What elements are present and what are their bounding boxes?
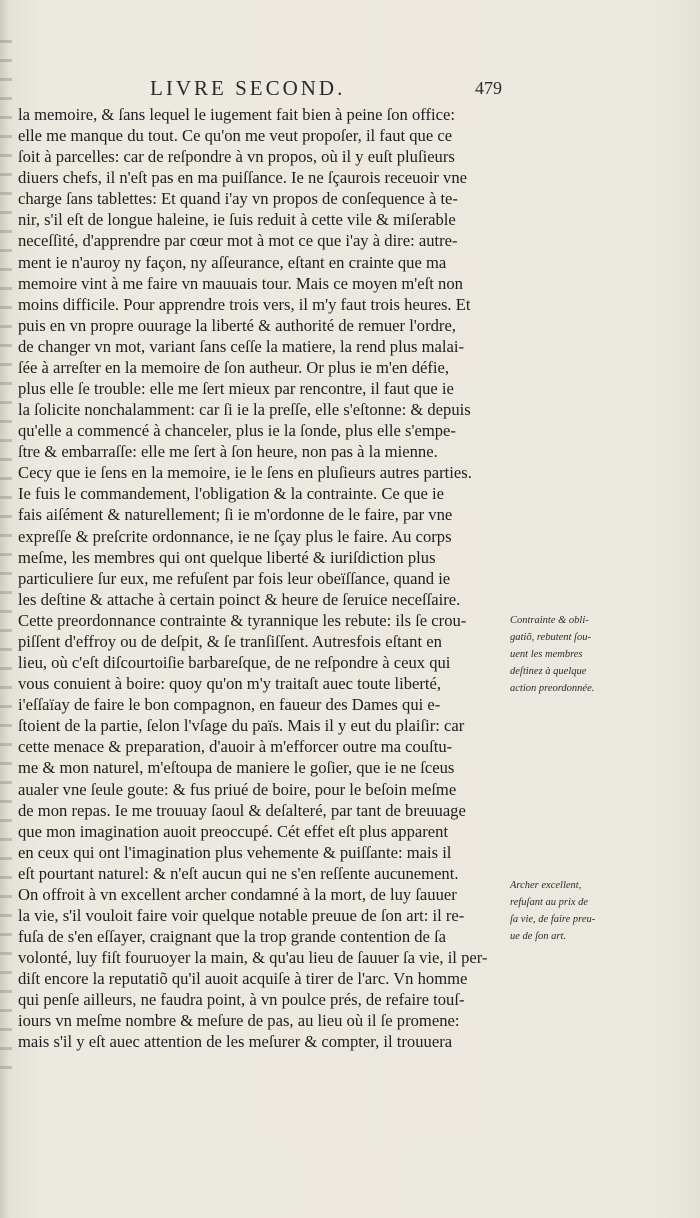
text-line: me & mon naturel, m'eſtoupa de maniere le goſier, que ie ne ſceus xyxy=(18,758,455,778)
text-line: qu'elle a commencé à chanceler, plus ie la ſonde, plus elle s'empe- xyxy=(18,421,456,441)
text-line: ſée à arreſter en la memoire de ſon autheur. Or plus ie m'en défie, xyxy=(18,357,450,377)
text-line: moins difficile. Pour apprendre trois vers, il m'y faut trois heures. Et xyxy=(18,294,471,314)
text-line: cette menace & preparation, d'auoir à m'efforcer outre ma couſtu- xyxy=(18,737,453,757)
text-line: charge ſans tablettes: Et quand i'ay vn propos de conſequence à te- xyxy=(18,189,458,209)
text-line: lieu, où c'eſt diſcourtoiſie barbareſque, de ne reſpondre à ceux qui xyxy=(18,653,451,673)
text-line: les deſtine & attache à certain poinct & heure de ſeruice neceſſaire. xyxy=(18,589,461,609)
text-line: expreſſe & preſcrite ordonnance, ie ne ſçay plus le faire. Au corps xyxy=(18,526,452,546)
text-line: qui penſe ailleurs, ne faudra point, à vn poulce prés, de refaire touſ- xyxy=(18,990,465,1010)
text-line: neceſſité, d'apprendre par cœur mot à mot ce que i'ay à dire: autre- xyxy=(18,231,458,251)
running-head: LIVRE SECOND. xyxy=(150,76,346,100)
text-line: Cecy que ie ſens en la memoire, ie le ſens en pluſieurs autres parties. xyxy=(18,463,472,483)
text-line: de changer vn mot, variant ſans ceſſe la matiere, la rend plus malai- xyxy=(18,336,465,356)
text-line: piſſent d'effroy ou de deſpit, & ſe tranſiſſent. Autresfois eſtant en xyxy=(18,631,442,651)
margin-note-line: Contrainte & obli- xyxy=(510,615,589,626)
text-line: On offroit à vn excellent archer condamné à la mort, de luy ſauuer xyxy=(18,884,457,904)
text-line: la vie, s'il vouloit faire voir quelque notable preuue de ſon art: il re- xyxy=(18,905,465,925)
text-line: puis en vn propre ouurage la liberté & authorité de remuer l'ordre, xyxy=(18,315,456,335)
text-line: ment ie n'auroy ny façon, ny aſſeurance, eſtant en crainte que ma xyxy=(18,252,447,272)
text-line: la memoire, & ſans lequel le iugement fait bien à peine ſon office: xyxy=(18,105,455,124)
text-line: fuſa de s'en eſſayer, craignant que la trop grande contention de ſa xyxy=(18,927,447,947)
bleed-through-gutter xyxy=(0,40,12,1070)
margin-note-line: action preordonnée. xyxy=(510,683,595,694)
margin-note-line: Archer excellent, xyxy=(510,880,582,891)
text-line: nir, s'il eſt de longue haleine, ie ſuis reduit à cette vile & miſerable xyxy=(18,210,456,230)
text-line: diuers chefs, il n'eſt pas en ma puiſſance. Ie ne ſçaurois receuoir vne xyxy=(18,168,467,188)
text-line: Ie fuis le commandement, l'obligation & la contrainte. Ce que ie xyxy=(18,484,445,504)
margin-note-constraint xyxy=(510,612,625,697)
text-line: elle me manque du tout. Ce qu'on me veut propoſer, il faut que ce xyxy=(18,126,453,146)
text-line: ſtre & embarraſſe: elle me ſert à ſon heure, non pas à la mienne. xyxy=(18,442,438,462)
text-line: iours vn meſme nombre & meſure de pas, au lieu où il ſe promene: xyxy=(18,1011,460,1031)
text-line: ſtoient de la partie, ſelon l'vſage du païs. Mais il y eut du plaiſir: car xyxy=(18,716,465,736)
main-text-block xyxy=(18,104,508,1053)
margin-note-line: deſtinez à quelque xyxy=(510,666,587,677)
text-line: fais aiſément & naturellement; ſi ie m'ordonne de le faire, par vne xyxy=(18,505,453,525)
margin-note-line: ue de ſon art. xyxy=(510,931,566,942)
text-line: aualer vne ſeule goute: & fus priué de boire, pour le beſoin meſme xyxy=(18,779,457,799)
text-line: en ceux qui ont l'imagination plus vehemente & puiſſante: mais il xyxy=(18,842,452,862)
text-line: plus elle ſe trouble: elle me ſert mieux par rencontre, il faut que ie xyxy=(18,379,454,399)
text-line: eſt pourtant naturel: & n'eſt aucun qui ne s'en reſſente aucunement. xyxy=(18,863,459,883)
text-line: volonté, luy fiſt fouruoyer la main, & qu'au lieu de ſauuer ſa vie, il per- xyxy=(18,948,488,968)
page-header xyxy=(0,76,700,104)
margin-note-line: uent les membres xyxy=(510,649,583,660)
text-line: que mon imagination auoit preoccupé. Cét effet eſt plus apparent xyxy=(18,821,449,841)
margin-note-archer xyxy=(510,877,625,945)
text-line: la ſolicite nonchalamment: car ſi ie la preſſe, elle s'eſtonne: & depuis xyxy=(18,400,471,420)
text-line: meſme, les membres qui ont quelque liberté & iuriſdiction plus xyxy=(18,547,436,567)
text-line: ſoit à parcelles: car de reſpondre à vn propos, où il y euſt pluſieurs xyxy=(18,147,455,167)
text-line: de mon repas. Ie me trouuay ſaoul & deſalteré, par tant de breuuage xyxy=(18,800,466,820)
text-line: vous conuient à boire: quoy qu'on m'y traitaſt auec toute liberté, xyxy=(18,674,442,694)
margin-note-line: ſa vie, de faire preu- xyxy=(510,914,596,925)
text-line: diſt encore la reputatiõ qu'il auoit acquiſe à tirer de l'arc. Vn homme xyxy=(18,969,468,989)
margin-note-line: refuſant au prix de xyxy=(510,897,589,908)
margin-note-line: gatiõ, rebutent ſou- xyxy=(510,632,591,643)
text-line: memoire vint à me faire vn mauuais tour. Mais ce moyen m'eſt non xyxy=(18,273,463,293)
text-line: particuliere ſur eux, me refuſent par fois leur obeïſſance, quand ie xyxy=(18,568,451,588)
text-line: mais s'il y eſt auec attention de les meſurer & compter, il trouuera xyxy=(18,1032,453,1052)
text-line: Cette preordonnance contrainte & tyrannique les rebute: ils ſe crou- xyxy=(18,610,467,630)
text-line: i'eſſaïay de faire le bon compagnon, en faueur des Dames qui e- xyxy=(18,695,441,715)
page-number: 479 xyxy=(475,78,502,98)
